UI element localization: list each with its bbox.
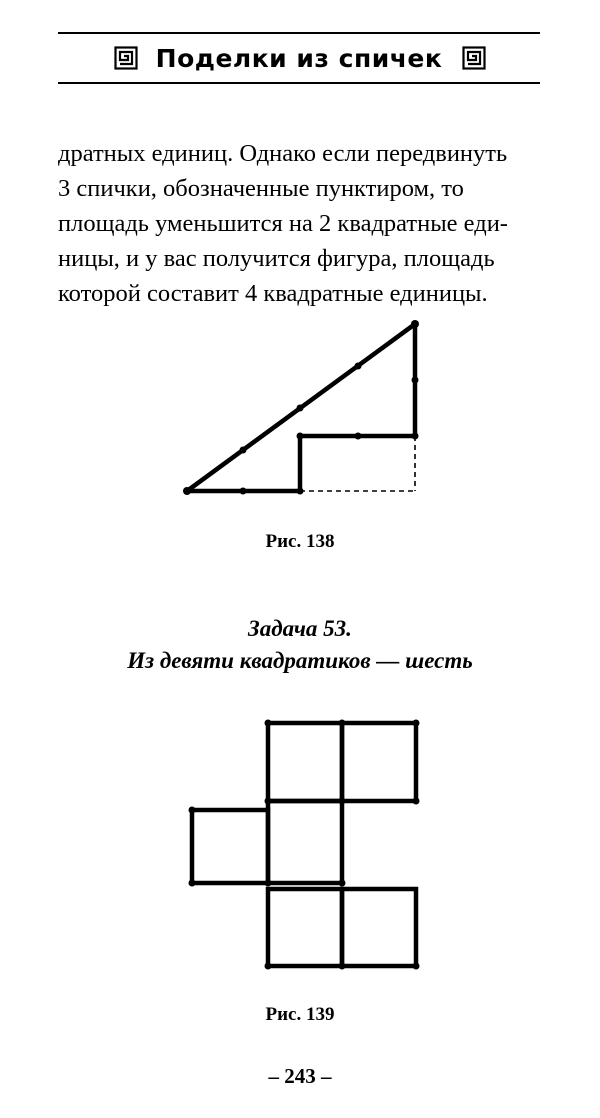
figure-138-caption: Рис. 138 (265, 531, 335, 552)
page-number: – 243 – (268, 1064, 332, 1088)
running-header (58, 42, 540, 76)
figure-139-caption: Рис. 139 (265, 1004, 335, 1025)
figure-138 (175, 310, 430, 505)
match-square (342, 723, 416, 801)
match-square (192, 810, 268, 883)
match-square (268, 889, 342, 966)
header-top-rule (58, 32, 540, 34)
task-number: Задача 53. (248, 616, 352, 641)
match-square (268, 801, 342, 883)
text-line: дратных единиц. Однако если передвинуть (58, 140, 508, 167)
text-line: 3 спички, обозначенные пунктиром, то (58, 175, 464, 202)
match-square (342, 889, 416, 966)
task-title: Из девяти квадратиков — шесть (127, 648, 473, 673)
header-title: Поделки из спичек (155, 44, 443, 73)
text-line: площадь уменьшится на 2 квадратные еди- (58, 210, 508, 237)
body-paragraph (58, 136, 542, 311)
header-bottom-rule (58, 82, 540, 84)
meander-icon (462, 46, 486, 70)
match-square (268, 723, 342, 801)
text-line: которой составит 4 квадратные единицы. (58, 280, 488, 307)
figure-139 (180, 710, 430, 980)
text-line: ницы, и у вас получится фигура, площадь (58, 245, 495, 272)
